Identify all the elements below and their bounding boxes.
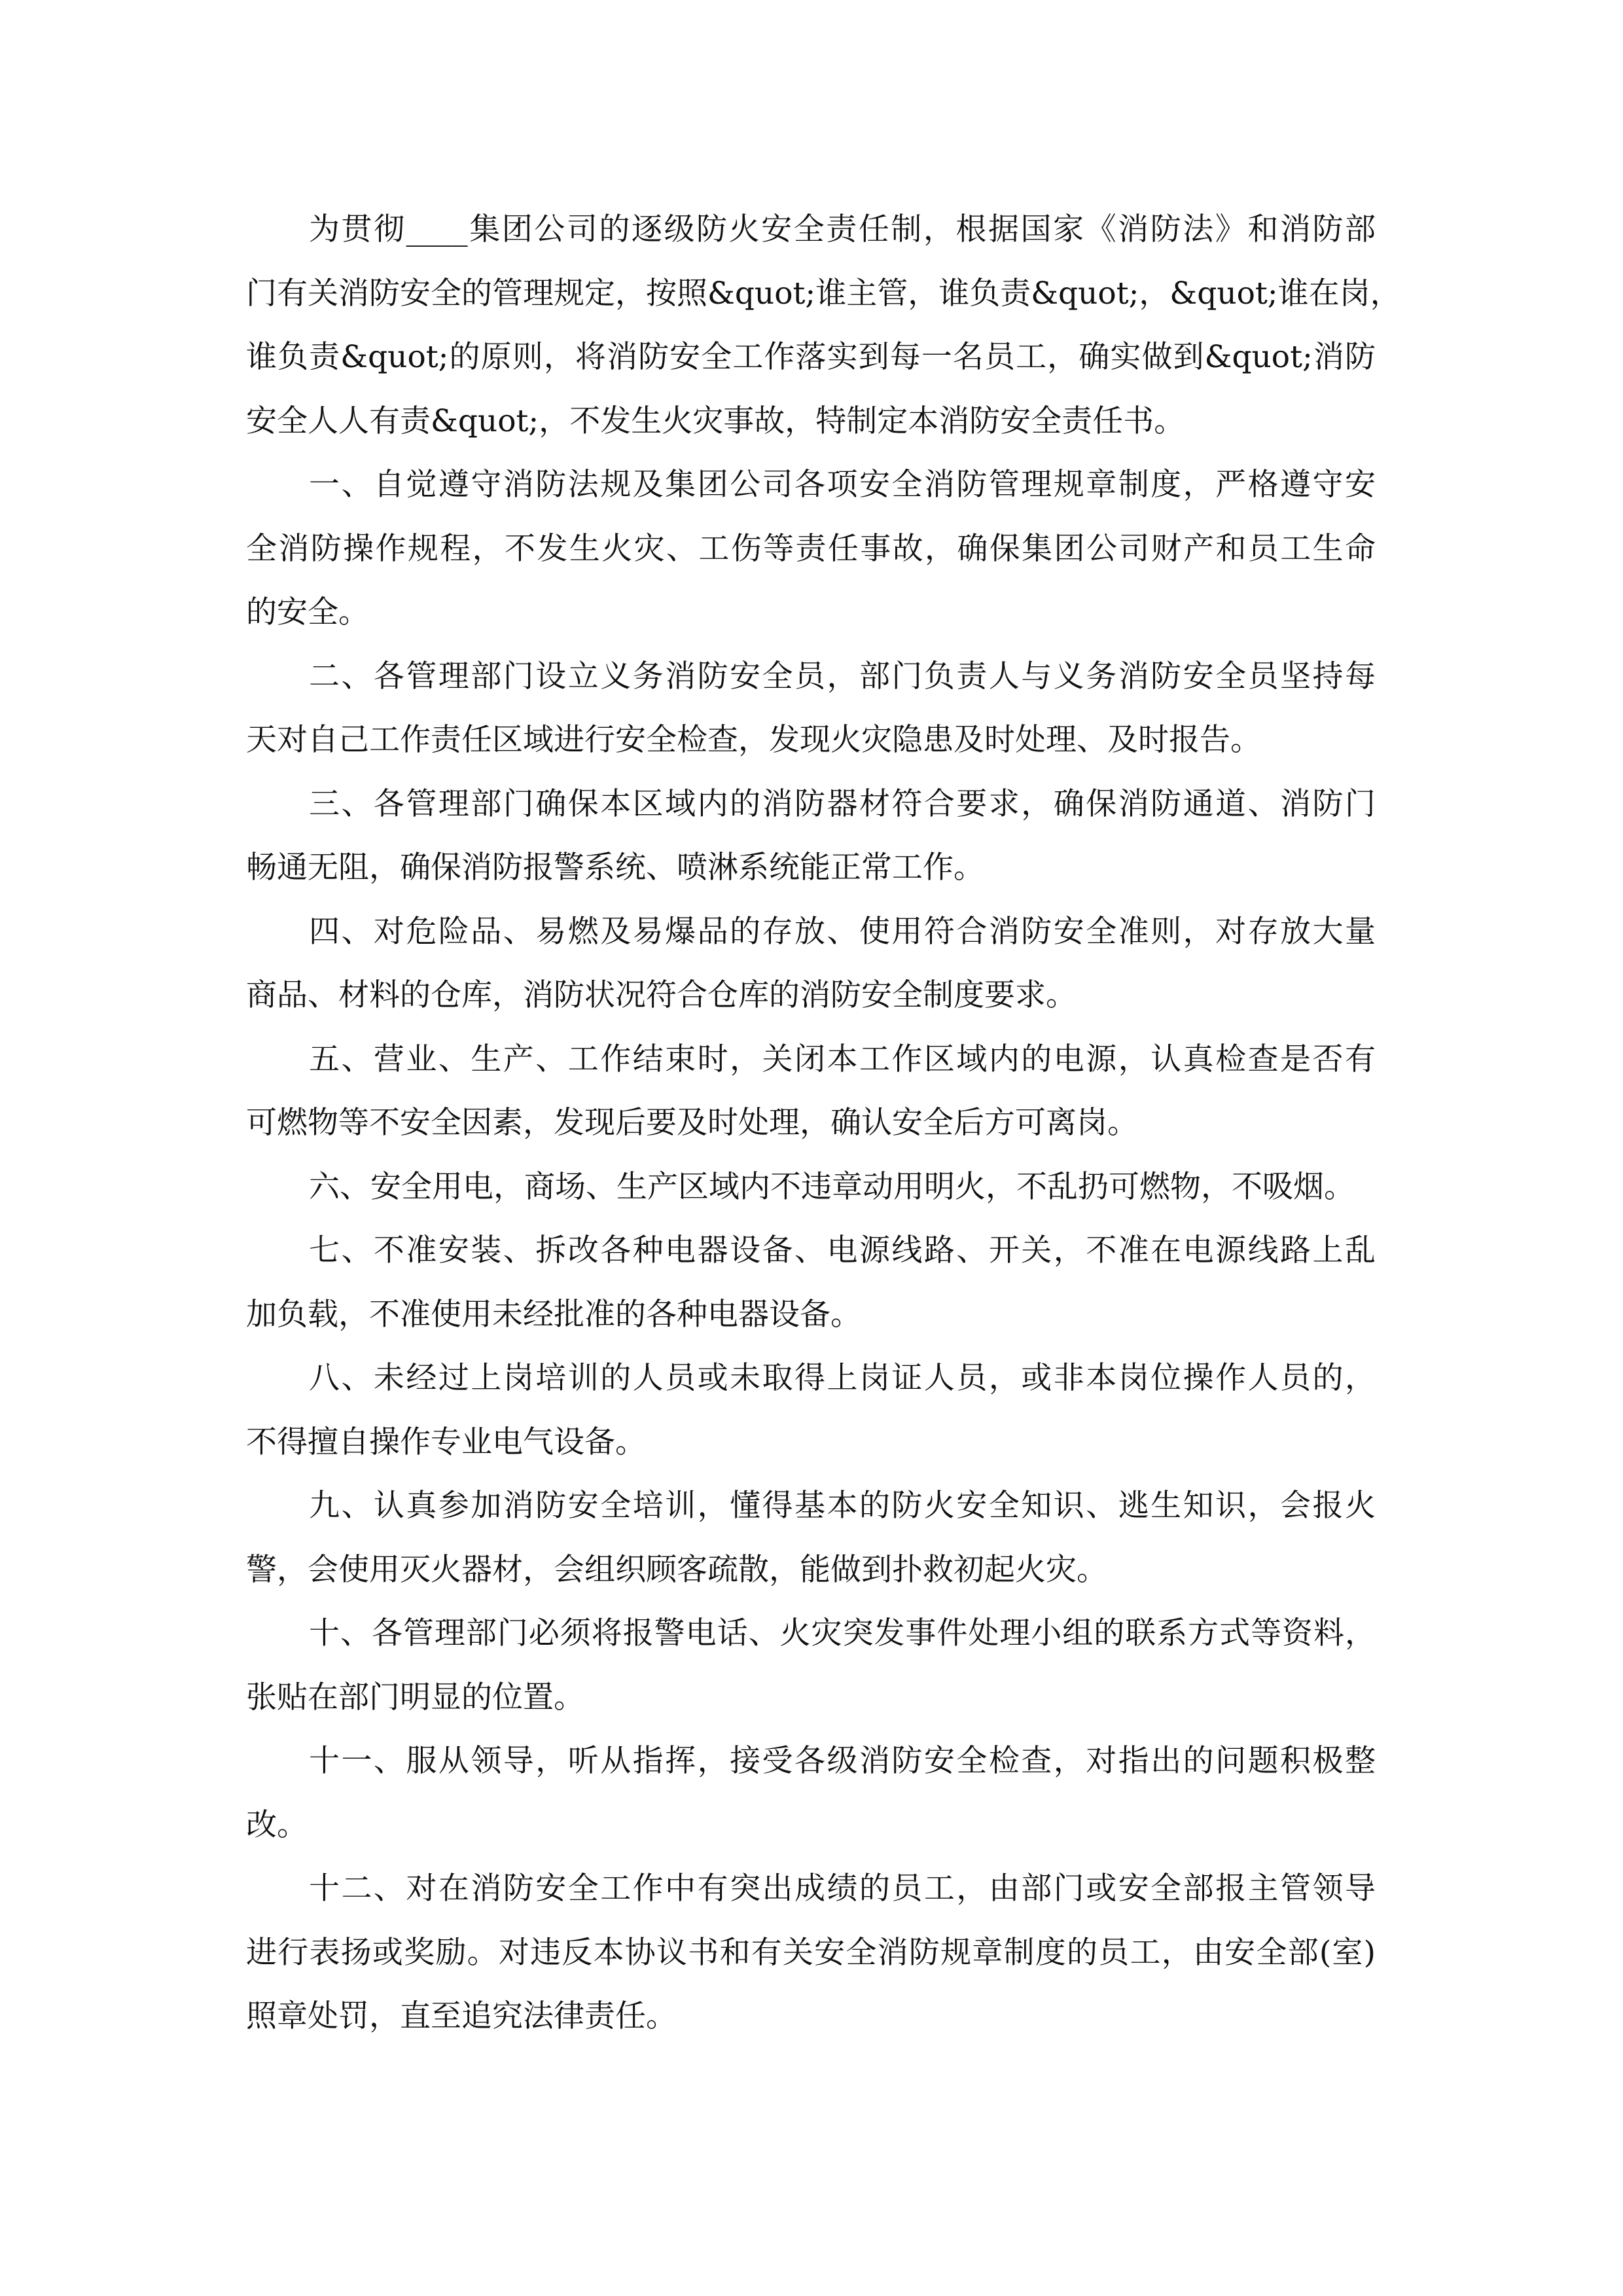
text-line: 张贴在部门明显的位置。 (246, 1679, 584, 1715)
text-line: 十二、对在消防安全工作中有突出成绩的员工，由部门或安全部报主管领导 (309, 1871, 1376, 1907)
text-line: 改。 (246, 1806, 308, 1843)
text-line: 畅通无阻，确保消防报警系统、喷淋系统能正常工作。 (246, 850, 984, 886)
text-line: 谁负责&quot;的原则，将消防安全工作落实到每一名员工，确实做到&quot;消防 (246, 339, 1376, 375)
text-line: 六、安全用电，商场、生产区域内不违章动用明火，不乱扔可燃物，不吸烟。 (309, 1168, 1355, 1205)
text-line: 八、未经过上岗培训的人员或未取得上岗证人员，或非本岗位操作人员的， (309, 1360, 1376, 1396)
text-line: 的安全。 (246, 594, 369, 630)
text-line: 一、自觉遵守消防法规及集团公司各项安全消防管理规章制度，严格遵守安 (309, 467, 1376, 503)
paragraph (246, 645, 1376, 772)
paragraph (246, 198, 1401, 453)
text-line: 天对自己工作责任区域进行安全检查，发现火灾隐患及时处理、及时报告。 (246, 722, 1261, 758)
text-line: 十一、服从领导，听从指挥，接受各级消防安全检查，对指出的问题积极整 (309, 1743, 1376, 1779)
paragraph (246, 1602, 1376, 1729)
text-line: 安全人人有责&quot;，不发生火灾事故，特制定本消防安全责任书。 (246, 403, 1185, 439)
paragraph (246, 1219, 1376, 1346)
paragraph (246, 1729, 1376, 1857)
text-line: 门有关消防安全的管理规定，按照&quot;谁主管，谁负责&quot;，&quot;谁在岗， (246, 275, 1401, 312)
text-line: 三、各管理部门确保本区域内的消防器材符合要求，确保消防通道、消防门 (309, 785, 1376, 822)
text-line: 为贯彻____集团公司的逐级防火安全责任制，根据国家《消防法》和消防部 (309, 211, 1376, 247)
text-line: 九、认真参加消防安全培训，懂得基本的防火安全知识、逃生知识，会报火 (309, 1488, 1376, 1524)
paragraph (246, 1346, 1376, 1474)
text-line: 不得擅自操作专业电气设备。 (246, 1424, 646, 1460)
text-line: 加负载，不准使用未经批准的各种电器设备。 (246, 1296, 861, 1333)
text-line: 十、各管理部门必须将报警电话、火灾突发事件处理小组的联系方式等资料， (309, 1615, 1376, 1651)
paragraph (246, 1155, 1376, 1219)
paragraph (246, 1857, 1376, 2049)
paragraph (246, 1028, 1376, 1155)
text-line: 进行表扬或奖励。对违反本协议书和有关安全消防规章制度的员工，由安全部(室) (246, 1934, 1376, 1971)
text-line: 四、对危险品、易燃及易爆品的存放、使用符合消防安全准则，对存放大量 (309, 913, 1376, 950)
text-line: 可燃物等不安全因素，发现后要及时处理，确认安全后方可离岗。 (246, 1105, 1138, 1141)
text-line: 商品、材料的仓库，消防状况符合仓库的消防安全制度要求。 (246, 977, 1077, 1013)
paragraph (246, 1474, 1376, 1602)
paragraph (246, 772, 1376, 900)
text-line: 二、各管理部门设立义务消防安全员，部门负责人与义务消防安全员坚持每 (309, 658, 1376, 694)
paragraph (246, 900, 1376, 1028)
text-line: 警，会使用灭火器材，会组织顾客疏散，能做到扑救初起火灾。 (246, 1551, 1107, 1588)
text-line: 五、营业、生产、工作结束时，关闭本工作区域内的电源，认真检查是否有 (309, 1041, 1376, 1077)
paragraph (246, 453, 1376, 645)
document-body (246, 198, 1401, 2049)
text-line: 七、不准安装、拆改各种电器设备、电源线路、开关，不准在电源线路上乱 (309, 1232, 1376, 1268)
text-line: 照章处罚，直至追究法律责任。 (246, 1998, 677, 2034)
text-line: 全消防操作规程，不发生火灾、工伤等责任事故，确保集团公司财产和员工生命 (246, 530, 1376, 567)
